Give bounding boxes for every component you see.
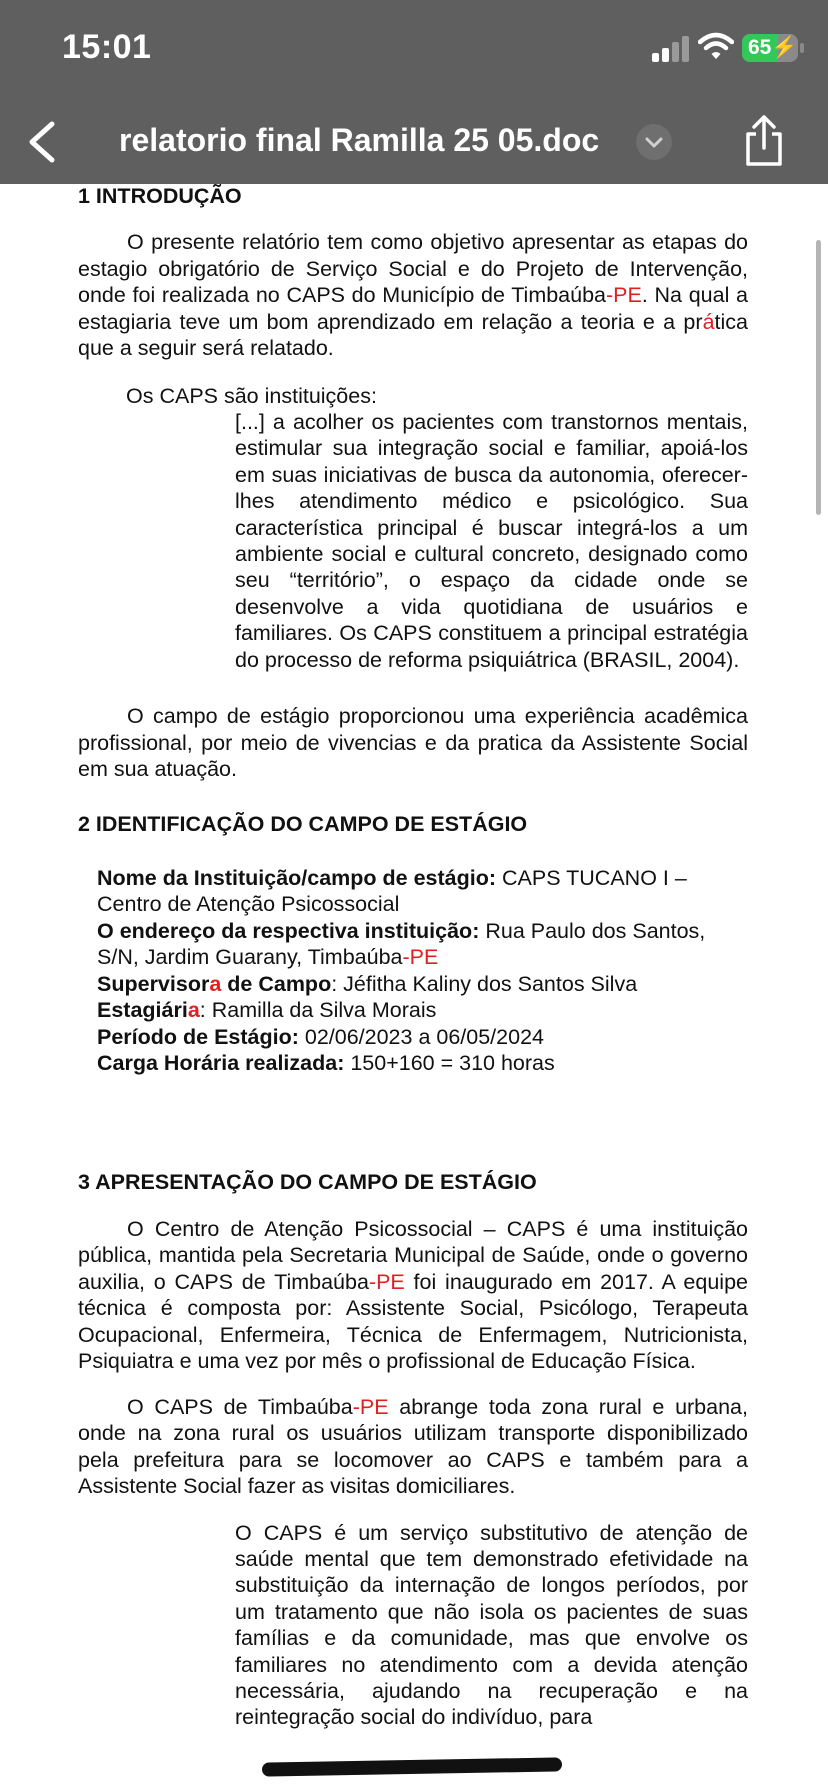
chevron-down-icon bbox=[636, 124, 672, 160]
redaction-mark bbox=[262, 1757, 562, 1776]
battery-level: 65 bbox=[748, 36, 772, 59]
paragraph: O campo de estágio proporcionou uma experiência acadêmica profissional, por meio de vivencias e da pratica da Assistente Social em sua atuação. bbox=[78, 704, 748, 782]
battery-indicator bbox=[742, 34, 822, 66]
id-row-hours: Carga Horária realizada: 150+160 = 310 horas bbox=[97, 1051, 555, 1076]
block-quote: [...] a acolher os pacientes com transtornos mentais, estimular sua integração social e familiar, apoiá-los em suas iniciativas de busca da autonomia, oferecer-lhes atendimento médico e psicológico. Sua característica principal é buscar integrá-los a um ambiente social e cultural concreto, designado como seu “território”, o espaço da cidade onde se desenvolve a vida quotidiana de usuários e familiares. Os CAPS constituem a principal estratégia do processo de reforma psiquiátrica (BRASIL, 2004). bbox=[235, 410, 748, 672]
charging-bolt-icon: ⚡ bbox=[771, 36, 798, 59]
section-heading: 2 IDENTIFICAÇÃO DO CAMPO DE ESTÁGIO bbox=[78, 811, 528, 836]
section-heading: 3 APRESENTAÇÃO DO CAMPO DE ESTÁGIO bbox=[78, 1169, 537, 1194]
id-row-supervisor: Supervisora de Campo: Jéfitha Kaliny dos Santos Silva bbox=[97, 971, 638, 996]
id-row-address: O endereço da respectiva instituição: Rua Paulo dos Santos, S/N, Jardim Guarany, Timbaúba-PE bbox=[97, 918, 706, 970]
paragraph: O Centro de Atenção Psicossocial – CAPS é uma instituição pública, mantida pela Secretaria Municipal de Saúde, onde o governo auxilia, o CAPS de Timbaúba-PE foi inaugurado em 2017. A equipe técnica é composta por: Assistente Social, Psicólogo, Terapeuta Ocupacional, Enfermeira, Técnica de Enfermagem, Nutricionista, Psiquiatra e uma vez por mês o profissional de Educação Física. bbox=[78, 1216, 748, 1374]
cellular-signal-icon bbox=[652, 36, 690, 62]
chevron-left-icon[interactable] bbox=[22, 118, 62, 166]
section-heading: 1 INTRODUÇÃO bbox=[78, 184, 242, 208]
navigation-bar bbox=[0, 100, 828, 184]
paragraph: O CAPS de Timbaúba-PE abrange toda zona rural e urbana, onde na zona rural os usuários utilizam transporte disponibilizado pela prefeitura para se locomover ao CAPS e também para a Assistente Social fazer as visitas domiciliares. bbox=[78, 1394, 748, 1499]
status-bar bbox=[0, 0, 828, 100]
scroll-indicator[interactable] bbox=[816, 240, 821, 515]
id-row-period: Período de Estágio: 02/06/2023 a 06/05/2024 bbox=[97, 1024, 544, 1049]
quote-intro: Os CAPS são instituições: bbox=[126, 383, 377, 408]
status-time: 15:01 bbox=[62, 28, 152, 66]
share-icon[interactable] bbox=[742, 114, 786, 166]
document-body bbox=[78, 184, 748, 1731]
id-row-intern: Estagiária: Ramilla da Silva Morais bbox=[97, 998, 437, 1023]
title-menu-button[interactable] bbox=[636, 124, 672, 160]
paragraph: O presente relatório tem como objetivo apresentar as etapas do estagio obrigatório de Serviço Social e do Projeto de Intervenção, onde foi realizada no CAPS do Município de Timbaúba-PE. Na qual a estagiaria teve um bom aprendizado em relação a teoria e a prática que a seguir será relatado. bbox=[78, 230, 748, 360]
wifi-icon bbox=[698, 32, 734, 62]
document-title[interactable]: relatorio final Ramilla 25 05.doc bbox=[119, 122, 600, 158]
identification-list bbox=[97, 865, 748, 1077]
id-row-institution: Nome da Instituição/campo de estágio: CAPS TUCANO I – Centro de Atenção Psicossocial bbox=[97, 865, 687, 917]
block-quote: O CAPS é um serviço substitutivo de atenção de saúde mental que tem demonstrado efetividade na substituição da internação de longos períodos, por um tratamento que não isola os pacientes de suas famílias e da comunidade, mas que envolve os familiares no atendimento com a devida atenção necessária, ajudando na recuperação e na reintegração social do indivíduo, para bbox=[235, 1520, 748, 1730]
